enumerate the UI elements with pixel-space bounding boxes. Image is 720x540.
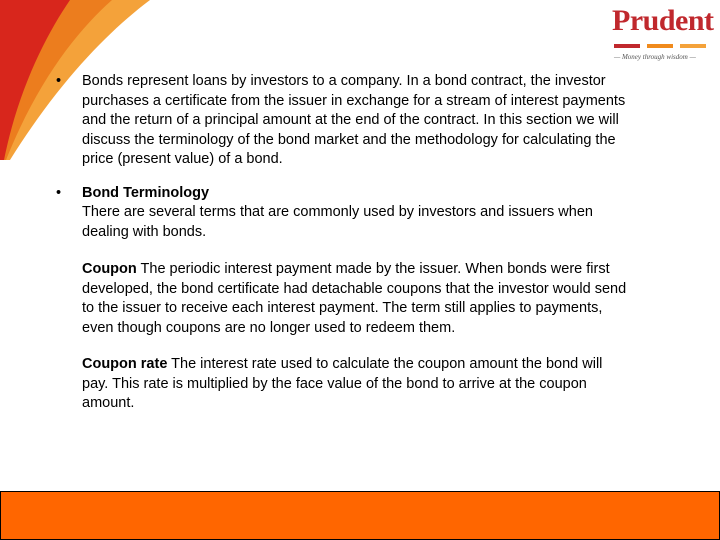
section-heading: Bond Terminology — [82, 184, 210, 201]
term-coupon-rate — [52, 355, 632, 414]
bullet-marker: • — [56, 184, 62, 201]
term-coupon — [52, 260, 632, 338]
footer-bar — [0, 491, 720, 540]
section-intro-text: There are several terms that are commonly used by investors and issuers when dealing with bonds. — [82, 204, 593, 240]
term-definition: The interest rate used to calculate the coupon amount the bond will pay. This rate is multiplied by the face value of the bond to arrive at the coupon amount. — [82, 356, 603, 411]
bullet-bonds-intro — [52, 72, 632, 170]
prudent-logo — [604, 4, 714, 66]
bullet-marker: • — [56, 73, 62, 89]
term-label: Coupon — [82, 261, 137, 277]
bullet-bond-terminology — [52, 184, 632, 243]
bullet-text: Bonds represent loans by investors to a company. In a bond contract, the investor purchases a certificate from the issuer in exchange for a stream of interest payments and the return of a principal amount at the end of the contract. In this section we will discuss the terminology of the bond market and the methodology for calculating the price (present value) of a bond. — [82, 73, 626, 167]
term-label: Coupon rate — [82, 356, 168, 372]
logo-color-bars — [614, 44, 714, 49]
logo-tagline: — Money through wisdom — — [614, 53, 696, 61]
slide-content — [52, 72, 632, 431]
term-definition: The periodic interest payment made by the issuer. When bonds were first developed, the bond certificate had detachable coupons that the investor would send to the issuer to receive each interest payment. The term still applies to payments, even though coupons are no longer used to redeem them. — [82, 261, 627, 336]
logo-wordmark: Prudent — [612, 4, 714, 37]
